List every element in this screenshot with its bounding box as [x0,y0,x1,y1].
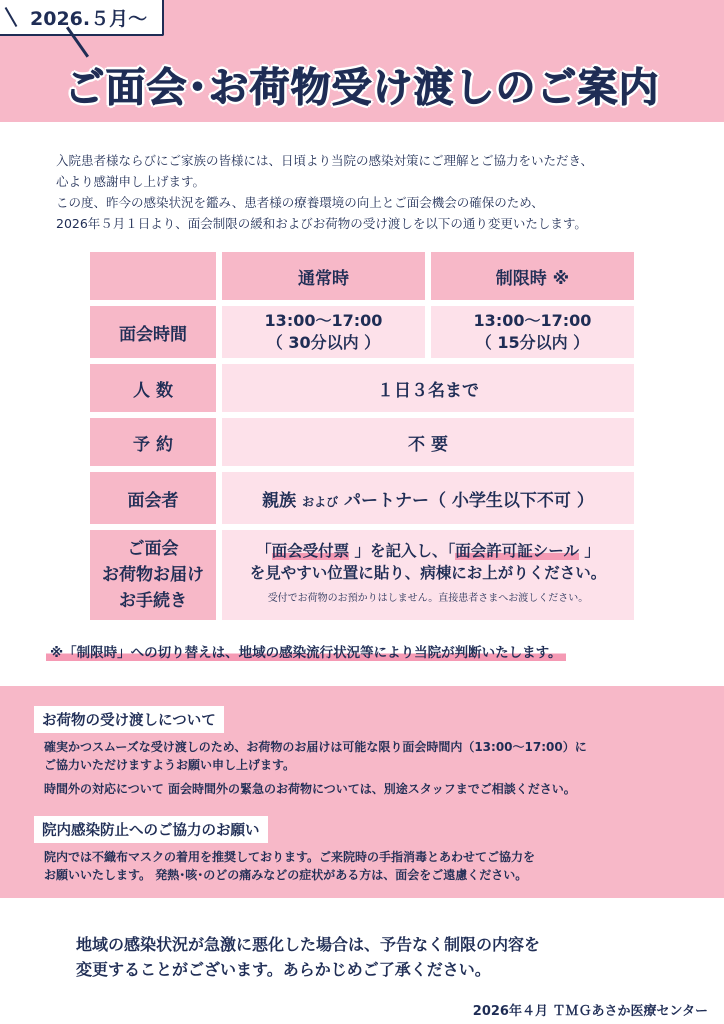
visit-rules-table [84,246,640,626]
procedure-value [222,530,634,620]
table-header-row [90,252,634,300]
visit-time-normal-hours: 13:00～17:00 [264,311,383,330]
change-warning [76,932,696,982]
procedure-text: 」 [578,542,600,560]
reservation-value: 不 要 [222,418,634,466]
table-corner-cell [90,252,216,300]
procedure-line-2: を見やすい位置に貼り、病棟にお上がりください。 [249,564,607,582]
procedure-text: 」を記入し、「 [349,542,456,560]
visitor-value [222,472,634,524]
warning-line: 変更することがございます。あらかじめご了承ください。 [76,960,491,979]
table-row-reservation [90,418,634,466]
people-value: １日３名まで [222,364,634,412]
infection-text-line: 院内では不織布マスクの着用を推奨しております。ご来院時の手指消毒とあわせてご協力を [44,850,536,864]
procedure-line-1 [222,540,634,562]
infection-text [44,848,704,884]
visitor-value-partner: パートナー（ 小学生以下不可 ） [338,490,594,511]
intro-text [56,150,696,234]
intro-line: 2026年５月１日より、面会制限の緩和およびお荷物の受け渡しを以下の通り変更いたします。 [56,216,587,231]
column-header-normal: 通常時 [222,252,425,300]
limited-mode-note: ※「制限時」への切り替えは、地域の感染流行状況等により当院が判断いたします。 [46,641,566,661]
visit-time-limited [431,306,634,358]
intro-line: 入院患者様ならびにご家族の皆様には、日頃より当院の感染対策にご理解とご協力をいただき、 [56,153,594,168]
table-row-visit-time [90,306,634,358]
visit-time-limited-hours: 13:00～17:00 [473,311,592,330]
table-row-procedure [90,530,634,620]
visit-time-normal-duration: （ 30分以内 ） [266,333,381,352]
visitor-value-family: 親族 [262,490,303,511]
sticker-name-highlight: 面会許可証シール [455,542,579,560]
luggage-text-line: 確実かつスムーズな受け渡しのため、お荷物のお届けは可能な限り面会時間内（13:00～17:00）に [44,740,587,754]
visit-time-normal [222,306,425,358]
warning-line: 地域の感染状況が急激に悪化した場合は、予告なく制限の内容を [76,935,541,954]
date-label: 2026.５月〜 [30,8,148,30]
intro-line: 心より感謝申し上げます。 [56,174,206,189]
table-row-people [90,364,634,412]
date-slash-decoration [5,7,18,27]
visit-time-limited-duration: （ 15分以内 ） [475,333,590,352]
infection-text-line: お願いいたします。 発熱･咳･のどの痛みなどの症状がある方は、面会をご遠慮ください。 [44,868,528,882]
form-name-highlight: 面会受付票 [271,542,350,560]
table-row-visitor [90,472,634,524]
procedure-label-line: お荷物お届け [102,565,204,585]
luggage-text [44,738,704,774]
procedure-label-line: お手続き [119,591,187,611]
row-label-visitor: 面会者 [90,472,216,524]
luggage-heading: お荷物の受け渡しについて [34,706,224,733]
luggage-text-line: ご協力いただけますようお願い申し上げます。 [44,758,296,772]
intro-line: この度、昨今の感染状況を鑑み、患者様の療養環境の向上とご面会機会の確保のため、 [56,195,544,210]
row-label-visit-time: 面会時間 [90,306,216,358]
footer-issuer: 2026年４月 ＴＭＧあさか医療センター [472,1004,708,1019]
visitor-value-and: および [302,494,339,509]
page-title: ご面会･お荷物受け渡しのご案内 [64,65,660,111]
date-badge [0,0,164,36]
procedure-label-line: ご面会 [127,539,179,559]
row-label-people: 人 数 [90,364,216,412]
row-label-reservation: 予 約 [90,418,216,466]
row-label-procedure [90,530,216,620]
infection-heading: 院内感染防止へのご協力のお願い [34,816,268,843]
after-hours-text: 時間外の対応について 面会時間外の緊急のお荷物については、別途スタッフまでご相談ください。 [44,782,576,796]
column-header-limited: 制限時 ※ [431,252,634,300]
procedure-text: 「 [256,542,272,560]
procedure-note: 受付でお荷物のお預かりはしません。直接患者さまへお渡しください。 [267,593,589,604]
